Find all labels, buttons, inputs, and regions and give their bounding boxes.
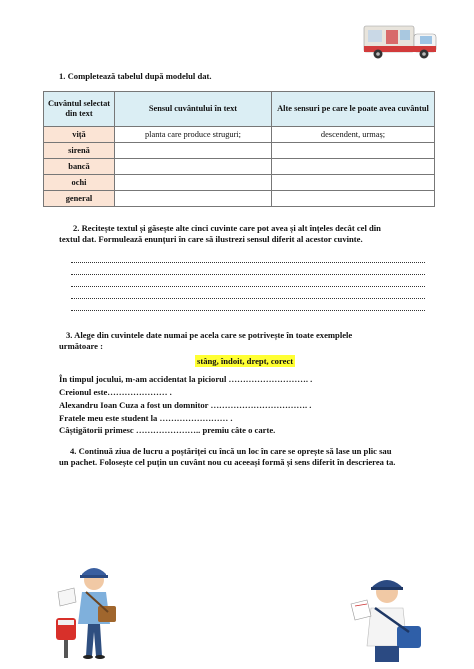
table-row bbox=[44, 175, 435, 191]
word-cell: sirenă bbox=[44, 143, 115, 159]
header-meaning-in-text: Sensul cuvântului în text bbox=[115, 92, 272, 127]
q3-line2: următoare : bbox=[59, 341, 103, 351]
q1-title: 1. Completează tabelul după modelul dat. bbox=[59, 71, 212, 81]
word-cell: viță bbox=[44, 127, 115, 143]
table-row bbox=[44, 159, 435, 175]
mail-carrier-illustration bbox=[52, 562, 124, 660]
other-meaning-cell[interactable] bbox=[272, 159, 435, 175]
other-meaning-cell[interactable] bbox=[272, 191, 435, 207]
sentence-1: În timpul jocului, m-am accidentat la piciorul ………………………. . bbox=[59, 374, 313, 384]
q4-line2: un pachet. Folosește cel puțin un cuvânt nou cu aceeași formă și sens diferit în descrierea ta. bbox=[59, 457, 396, 467]
word-cell: bancă bbox=[44, 159, 115, 175]
sentence-3: Alexandru Ioan Cuza a fost un domnitor ……………………………. . bbox=[59, 400, 312, 410]
words-table bbox=[43, 91, 435, 207]
answer-line[interactable] bbox=[71, 297, 425, 299]
meaning-cell[interactable] bbox=[115, 191, 272, 207]
answer-line[interactable] bbox=[71, 285, 425, 287]
header-other-meanings: Alte sensuri pe care le poate avea cuvântul bbox=[272, 92, 435, 127]
word-cell: ochi bbox=[44, 175, 115, 191]
other-meaning-cell[interactable] bbox=[272, 143, 435, 159]
meaning-cell[interactable] bbox=[115, 175, 272, 191]
table-row bbox=[44, 127, 435, 143]
word-cell: general bbox=[44, 191, 115, 207]
table-row bbox=[44, 143, 435, 159]
sentence-4: Fratele meu este student la …………………… . bbox=[59, 413, 233, 423]
meaning-cell[interactable]: planta care produce struguri; bbox=[115, 127, 272, 143]
other-meaning-cell[interactable]: descendent, urmaș; bbox=[272, 127, 435, 143]
q3-line1: 3. Alege din cuvintele date numai pe acela care se potrivește în toate exemplele bbox=[66, 330, 353, 340]
table-row bbox=[44, 191, 435, 207]
answer-line[interactable] bbox=[71, 309, 425, 311]
sentence-5: Câștigătorii primesc ………………….. premiu câte o carte. bbox=[59, 425, 276, 435]
meaning-cell[interactable] bbox=[115, 159, 272, 175]
word-options-box bbox=[195, 351, 295, 369]
word-options: stâng, îndoit, drept, corect bbox=[197, 356, 294, 366]
other-meaning-cell[interactable] bbox=[272, 175, 435, 191]
q4-line1: 4. Continuă ziua de lucru a poștăriței cu încă un loc în care se oprește să lase un plic sau bbox=[70, 446, 392, 456]
q2-line2: textul dat. Formulează enunțuri în care să ilustrezi sensul diferit al acestor cuvinte. bbox=[59, 234, 363, 244]
q2-line1: 2. Recitește textul și găsește alte cinci cuvinte care pot avea și alt înțeles decât cel din bbox=[73, 223, 381, 233]
postal-van-illustration bbox=[362, 22, 440, 60]
answer-line[interactable] bbox=[71, 273, 425, 275]
postman-illustration bbox=[345, 576, 427, 664]
meaning-cell[interactable] bbox=[115, 143, 272, 159]
answer-line[interactable] bbox=[71, 261, 425, 263]
header-selected-word: Cuvântul selectat din text bbox=[44, 92, 115, 127]
sentence-2: Creionul este………………… . bbox=[59, 387, 172, 397]
